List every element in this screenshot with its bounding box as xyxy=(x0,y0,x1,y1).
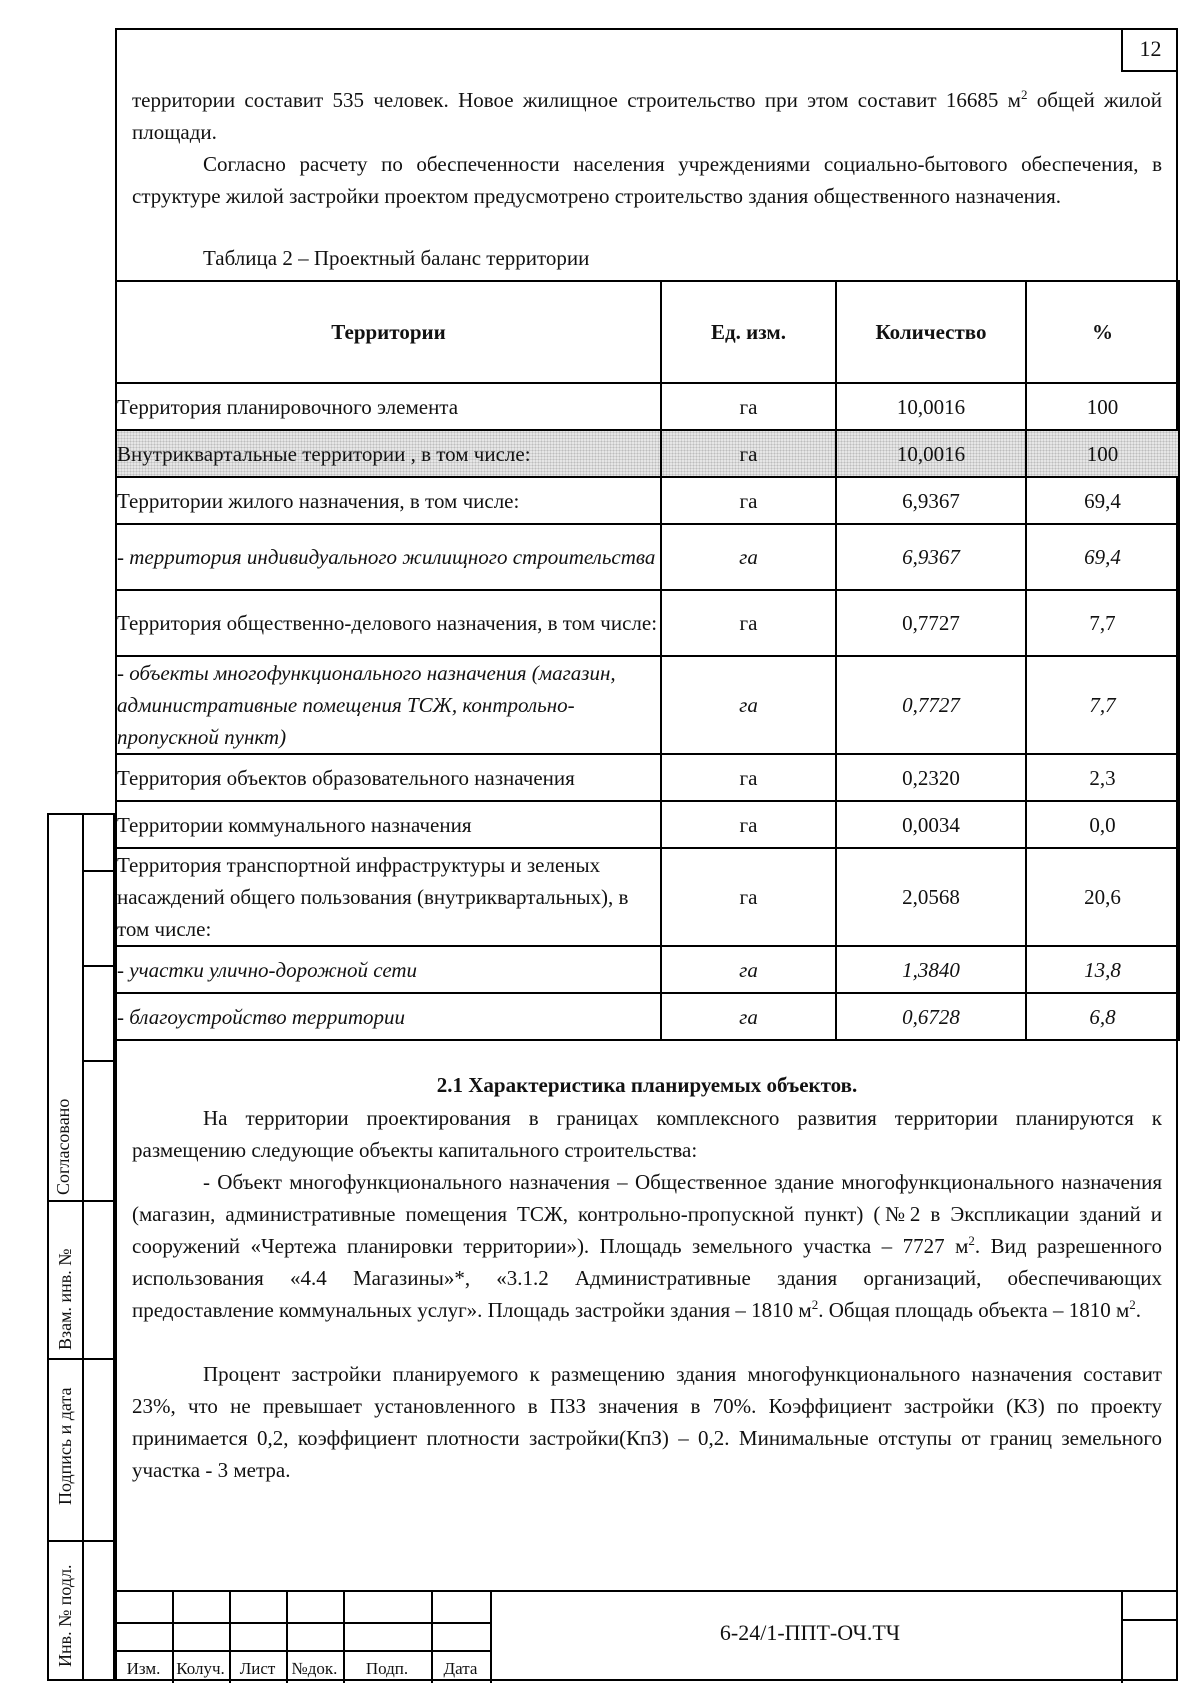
row-name: Территория объектов образовательного назначения xyxy=(116,754,661,801)
table-row xyxy=(116,590,1179,656)
sup-square: 2 xyxy=(811,1297,819,1312)
label-doc-number: №док. xyxy=(291,1659,338,1678)
row-unit: га xyxy=(661,801,836,848)
label-signature: Подп. xyxy=(365,1659,409,1678)
row-qty: 0,2320 xyxy=(836,754,1026,801)
inv-replace-label: Взам. инв. № xyxy=(55,1248,75,1350)
paragraph-population xyxy=(132,84,1162,148)
paragraph-object-text-b: . Вид разрешенного использования «4.4 Магазины»*, «3.1.2 Административные здания организаций, обеспечивающих предоставление коммунальных услуг». Площадь застройки здания – 1810 м xyxy=(132,1234,1162,1322)
row-unit: га xyxy=(661,590,836,656)
row-name: Территория планировочного элемента xyxy=(116,383,661,430)
sup-square: 2 xyxy=(1020,87,1028,102)
table-row xyxy=(116,993,1179,1040)
row-unit: га xyxy=(661,383,836,430)
row-name: Территория общественно-делового назначения, в том числе: xyxy=(116,590,661,656)
row-qty: 0,7727 xyxy=(836,590,1026,656)
row-qty: 0,0034 xyxy=(836,801,1026,848)
paragraph-planned-objects: На территории проектирования в границах комплексного развития территории планируются к размещению следующие объекты капитального строительства: xyxy=(132,1106,1162,1162)
row-pct: 100 xyxy=(1026,430,1179,477)
row-name: Территории коммунального назначения xyxy=(116,801,661,848)
table-row xyxy=(116,383,1179,430)
row-qty: 2,0568 xyxy=(836,848,1026,946)
label-sheet: Лист xyxy=(239,1659,276,1678)
signature-date-label: Подпись и дата xyxy=(55,1387,75,1505)
margin-stamp xyxy=(47,813,115,1681)
row-name: Внутриквартальные территории , в том числе: xyxy=(116,430,661,477)
table-row xyxy=(116,801,1179,848)
document-code: 6-24/1-ППТ-ОЧ.ТЧ xyxy=(719,1620,901,1645)
paragraph-object-text-d: . xyxy=(1135,1298,1142,1322)
table-caption: Таблица 2 – Проектный баланс территории xyxy=(203,246,590,270)
row-unit: га xyxy=(661,430,836,477)
row-unit: га xyxy=(661,656,836,754)
row-pct: 2,3 xyxy=(1026,754,1179,801)
row-qty: 1,3840 xyxy=(836,946,1026,993)
row-pct: 13,8 xyxy=(1026,946,1179,993)
row-qty: 10,0016 xyxy=(836,430,1026,477)
table-header-row xyxy=(116,281,1179,383)
table-row xyxy=(116,477,1179,524)
table-row xyxy=(116,524,1179,590)
sup-square: 2 xyxy=(1129,1297,1136,1312)
row-name: Территория транспортной инфраструктуры и зеленых насаждений общего пользования (внутриквартальных), в том числе: xyxy=(116,848,661,946)
row-unit: га xyxy=(661,754,836,801)
paragraph-multifunctional-object xyxy=(132,1166,1162,1326)
row-pct: 100 xyxy=(1026,383,1179,430)
paragraph-building-percent: Процент застройки планируемого к размещению здания многофункционального назначения составит 23%, что не превышает установленного в ПЗЗ значения в 70%. Коэффициент застройки (КЗ) по проекту принимается 0,2, коэффициент плотности застройки(КпЗ) – 0,2. Минимальные отступы от границ земельного участка - 3 метра. xyxy=(132,1362,1162,1482)
header-quantity: Количество xyxy=(836,281,1026,383)
row-pct: 69,4 xyxy=(1026,477,1179,524)
label-count: Колуч. xyxy=(176,1659,225,1678)
row-pct: 0,0 xyxy=(1026,801,1179,848)
row-pct: 20,6 xyxy=(1026,848,1179,946)
label-change: Изм. xyxy=(126,1659,161,1678)
row-qty: 0,6728 xyxy=(836,993,1026,1040)
row-unit: га xyxy=(661,848,836,946)
row-pct: 69,4 xyxy=(1026,524,1179,590)
paragraph-social-facilities: Согласно расчету по обеспеченности населения учреждениями социально-бытового обеспечения, в структуре жилой застройки проектом предусмотрено строительство здания общественного назначения. xyxy=(132,152,1162,208)
row-unit: га xyxy=(661,993,836,1040)
table-row xyxy=(116,848,1179,946)
paragraph-population-tail: общей жилой площади. xyxy=(132,88,1162,144)
row-name: - объекты многофункционального назначения (магазин, административные помещения ТСЖ, контрольно-пропускной пункт) xyxy=(116,656,661,754)
paragraph-object-text-a: - Объект многофункционального назначения – Общественное здание многофункционального назначения (магазин, административные помещения ТСЖ, контрольно-пропускной пункт) (№2 в Экспликации зданий и сооружений «Чертежа планировки территории»). Площадь земельного участка – 7727 м xyxy=(132,1170,1162,1258)
row-name: Территории жилого назначения, в том числе: xyxy=(116,477,661,524)
row-qty: 10,0016 xyxy=(836,383,1026,430)
label-date: Дата xyxy=(443,1659,478,1678)
page-number: 12 xyxy=(1121,28,1178,72)
row-unit: га xyxy=(661,477,836,524)
paragraph-population-text: территории составит 535 человек. Новое жилищное строительство при этом составит 16685 м xyxy=(132,88,1021,112)
row-name: - благоустройство территории xyxy=(116,993,661,1040)
header-territories: Территории xyxy=(116,281,661,383)
sup-square: 2 xyxy=(968,1233,975,1248)
row-qty: 6,9367 xyxy=(836,524,1026,590)
header-unit: Ед. изм. xyxy=(661,281,836,383)
row-unit: га xyxy=(661,524,836,590)
paragraph-object-text-c: . Общая площадь объекта – 1810 м xyxy=(818,1298,1130,1322)
table-row xyxy=(116,430,1179,477)
territory-balance-table xyxy=(115,280,1180,1041)
row-name: - территория индивидуального жилищного строительства xyxy=(116,524,661,590)
row-pct: 7,7 xyxy=(1026,656,1179,754)
row-qty: 0,7727 xyxy=(836,656,1026,754)
inv-original-label: Инв. № подл. xyxy=(55,1564,75,1667)
table-row xyxy=(116,754,1179,801)
header-percent: % xyxy=(1026,281,1179,383)
section-heading: 2.1 Характеристика планируемых объектов. xyxy=(436,1073,858,1097)
row-qty: 6,9367 xyxy=(836,477,1026,524)
row-unit: га xyxy=(661,946,836,993)
row-pct: 6,8 xyxy=(1026,993,1179,1040)
table-row xyxy=(116,946,1179,993)
row-pct: 7,7 xyxy=(1026,590,1179,656)
agreed-label: Согласовано xyxy=(53,1098,73,1195)
row-name: - участки улично-дорожной сети xyxy=(116,946,661,993)
table-row xyxy=(116,656,1179,754)
